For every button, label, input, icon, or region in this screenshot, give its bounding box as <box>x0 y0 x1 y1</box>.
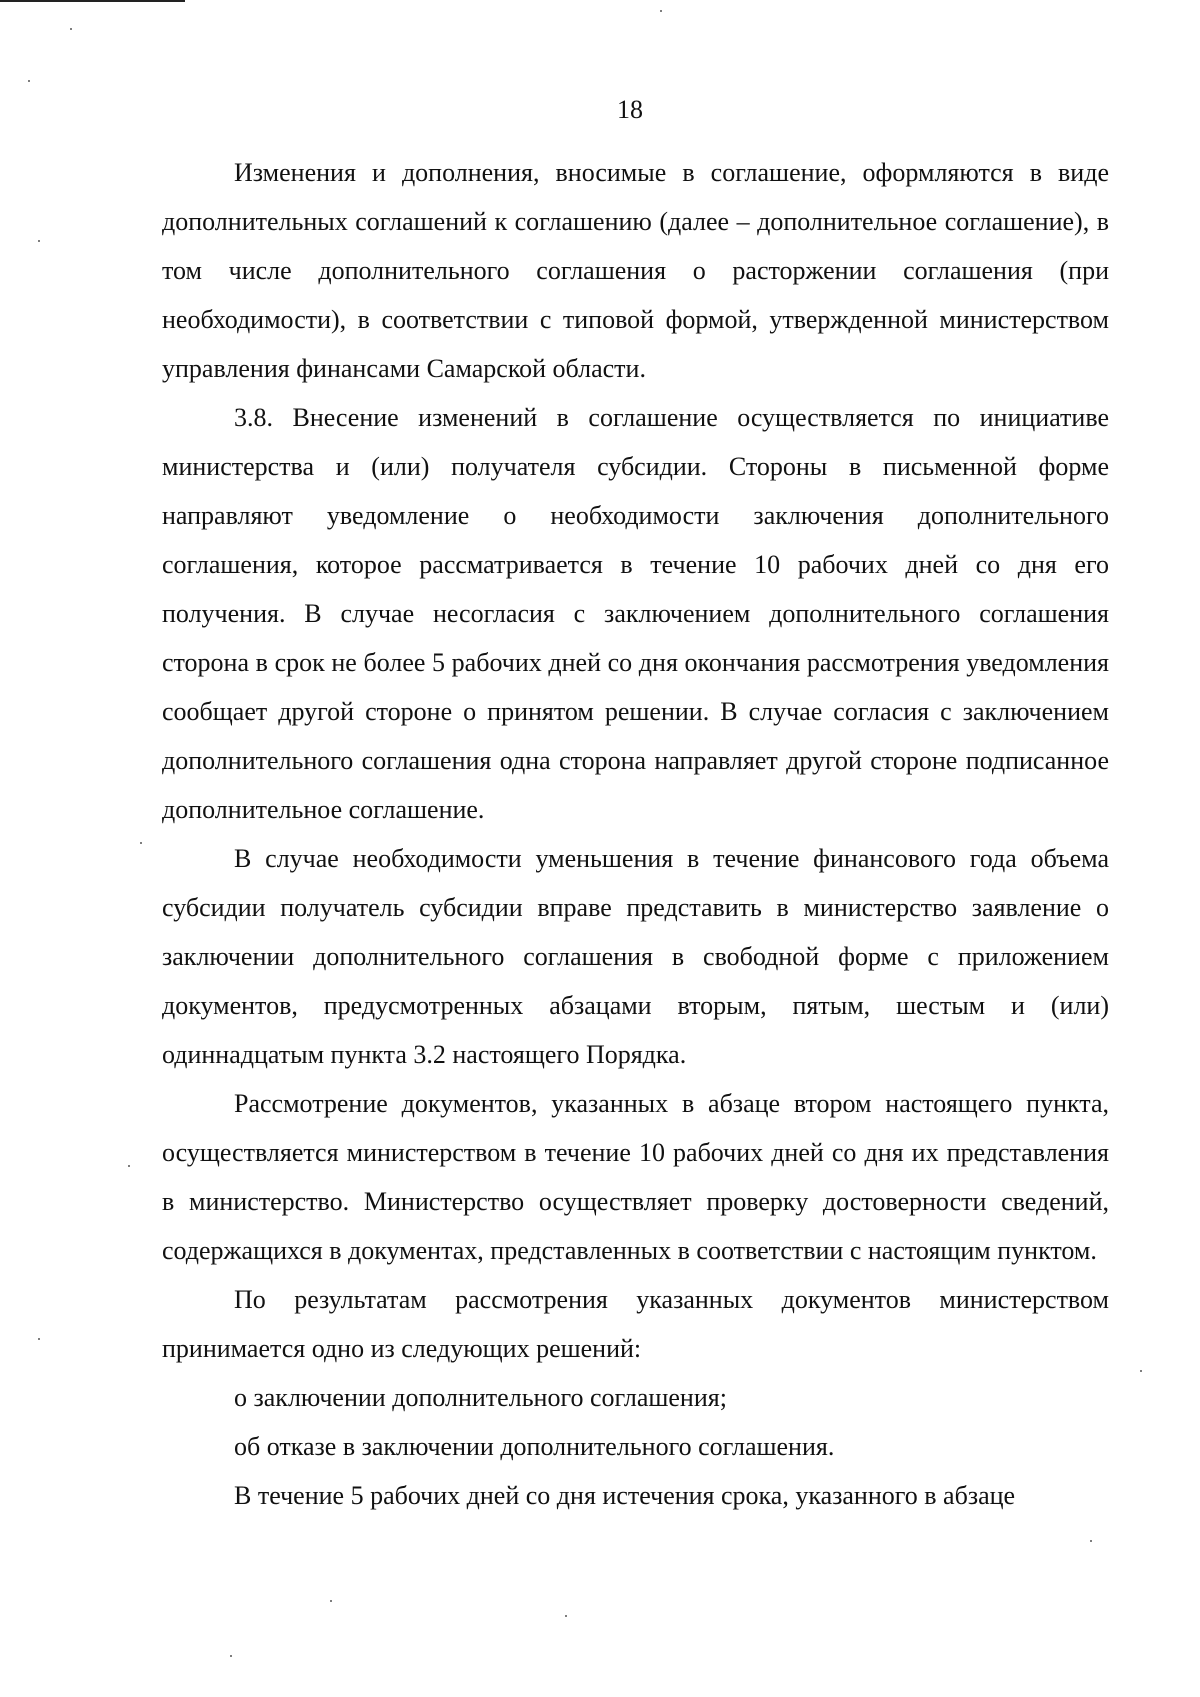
paragraph-decision-conclude: о заключении дополнительного соглашения; <box>234 1383 727 1412</box>
paragraph-subsidy-reduction: В случае необходимости уменьшения в течение финансового года объема субсидии получатель субсидии вправе представить в министерство заявление о заключении дополнительного соглашения в свободной форме с приложением документов, предусмотренных абзацами вторым, пятым, шестым и (или) одиннадцатым пункта 3.2 настоящего Порядка. <box>162 844 1109 1069</box>
page-number: 18 <box>617 95 643 124</box>
paragraph-decision-refuse: об отказе в заключении дополнительного соглашения. <box>234 1432 835 1461</box>
scan-speck <box>660 10 662 12</box>
paragraph-decision-intro: По результатам рассмотрения указанных документов министерством принимается одно из следующих решений: <box>162 1285 1109 1363</box>
scan-speck <box>1090 1540 1092 1542</box>
paragraph-3-8: 3.8. Внесение изменений в соглашение осуществляется по инициативе министерства и (или) получателя субсидии. Стороны в письменной форме направляют уведомление о необходимости заключения дополнительного соглашения, которое рассматривается в течение 10 рабочих дней со дня его получения. В случае несогласия с заключением дополнительного соглашения сторона в срок не более 5 рабочих дней со дня окончания рассмотрения уведомления сообщает другой стороне о принятом решении. В случае согласия с заключением дополнительного соглашения одна сторона направляет другой стороне подписанное дополнительное соглашение. <box>162 403 1109 824</box>
paragraph-five-days: В течение 5 рабочих дней со дня истечения срока, указанного в абзаце <box>234 1481 1016 1510</box>
scan-speck <box>70 28 72 30</box>
scan-speck <box>128 1165 130 1167</box>
document-body <box>162 148 1109 1520</box>
scan-speck <box>230 1655 232 1657</box>
scan-speck <box>1140 1370 1142 1372</box>
scan-speck <box>38 240 40 242</box>
paragraph-amendments: Изменения и дополнения, вносимые в соглашение, оформляются в виде дополнительных соглашений к соглашению (далее – дополнительное соглашение), в том числе дополнительного соглашения о расторжении соглашения (при необходимости), в соответствии с типовой формой, утвержденной министерством управления финансами Самарской области. <box>162 158 1109 383</box>
scan-speck <box>565 1615 567 1617</box>
scan-speck <box>140 842 142 844</box>
scan-speck <box>38 1338 40 1340</box>
paragraph-document-review: Рассмотрение документов, указанных в абзаце втором настоящего пункта, осуществляется министерством в течение 10 рабочих дней со дня их представления в министерство. Министерство осуществляет проверку достоверности сведений, содержащихся в документах, представленных в соответствии с настоящим пунктом. <box>162 1089 1109 1265</box>
scan-speck <box>28 80 30 82</box>
scan-speck <box>330 1600 332 1602</box>
scan-edge-line <box>0 0 185 2</box>
